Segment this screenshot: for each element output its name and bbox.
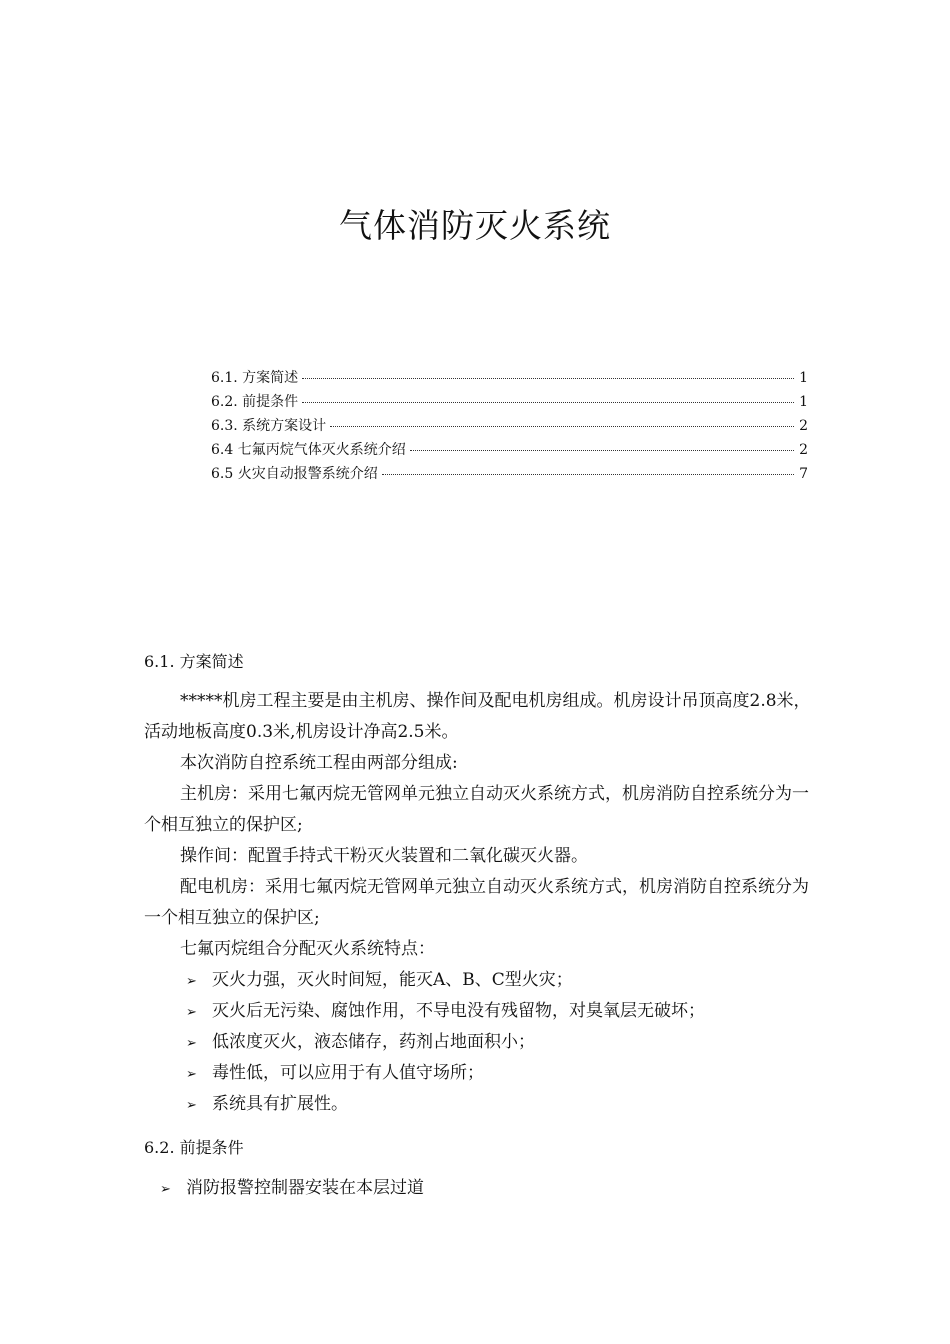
section-body-6-1 [144, 686, 812, 1120]
bullet-item [144, 1027, 812, 1058]
toc-entry-page: 2 [799, 418, 808, 434]
toc-entry-label: 6.2. 前提条件 [211, 394, 299, 410]
toc-entry-page: 7 [799, 466, 808, 482]
toc-entry-label: 6.3. 系统方案设计 [211, 418, 327, 434]
toc-leader-dots [410, 449, 794, 451]
toc-entry[interactable] [211, 366, 808, 390]
table-of-contents [211, 366, 808, 486]
arrow-bullet-icon: ➢ [186, 1036, 197, 1051]
arrow-bullet-icon: ➢ [186, 974, 197, 989]
arrow-bullet-icon: ➢ [186, 1067, 197, 1082]
toc-entry-page: 1 [799, 394, 808, 410]
paragraph: *****机房工程主要是由主机房、操作间及配电机房组成。机房设计吊顶高度2.8米，活动地板高度0.3米,机房设计净高2.5米。 [144, 691, 811, 742]
bullet-text: 低浓度灭火，液态储存，药剂占地面积小； [212, 1032, 535, 1052]
arrow-bullet-icon: ➢ [186, 1098, 197, 1113]
toc-entry[interactable] [211, 390, 808, 414]
bullet-item [144, 1173, 786, 1204]
paragraph: 操作间：配置手持式干粉灭火装置和二氧化碳灭火器。 [180, 846, 588, 866]
paragraph: 主机房：采用七氟丙烷无管网单元独立自动灭火系统方式，机房消防自控系统分为一个相互独立的保护区; [144, 784, 809, 835]
section-heading-6-1: 6.1. 方案简述 [144, 652, 244, 671]
toc-entry-label: 6.5 火灾自动报警系统介绍 [211, 466, 378, 482]
document-title: 气体消防灭火系统 [339, 206, 611, 245]
toc-entry[interactable] [211, 414, 808, 438]
arrow-bullet-icon: ➢ [186, 1005, 197, 1020]
toc-entry-label: 6.4 七氟丙烷气体灭火系统介绍 [211, 442, 406, 458]
bullet-text: 消防报警控制器安装在本层过道 [186, 1178, 424, 1198]
toc-entry-page: 1 [799, 370, 808, 386]
toc-entry[interactable] [211, 438, 808, 462]
paragraph: 配电机房：采用七氟丙烷无管网单元独立自动灭火系统方式，机房消防自控系统分为一个相互独立的保护区; [144, 877, 809, 928]
arrow-bullet-icon: ➢ [160, 1182, 171, 1197]
toc-leader-dots [302, 377, 794, 379]
paragraph: 七氟丙烷组合分配灭火系统特点： [180, 939, 435, 959]
toc-leader-dots [302, 401, 794, 403]
bullet-item [144, 1089, 812, 1120]
toc-entry-page: 2 [799, 442, 808, 458]
bullet-text: 毒性低，可以应用于有人值守场所； [212, 1063, 484, 1083]
toc-leader-dots [330, 425, 794, 427]
toc-leader-dots [382, 473, 794, 475]
section-heading-6-2: 6.2. 前提条件 [144, 1138, 244, 1157]
toc-entry-label: 6.1. 方案简述 [211, 370, 299, 386]
paragraph: 本次消防自控系统工程由两部分组成: [180, 753, 458, 773]
bullet-text: 灭火力强，灭火时间短，能灭A、B、C型火灾； [212, 970, 573, 990]
toc-entry[interactable] [211, 462, 808, 486]
bullet-text: 系统具有扩展性。 [212, 1094, 348, 1114]
bullet-item [144, 965, 812, 996]
bullet-text: 灭火后无污染、腐蚀作用，不导电没有残留物，对臭氧层无破坏； [212, 1001, 705, 1021]
bullet-item [144, 1058, 812, 1089]
bullet-item [144, 996, 812, 1027]
